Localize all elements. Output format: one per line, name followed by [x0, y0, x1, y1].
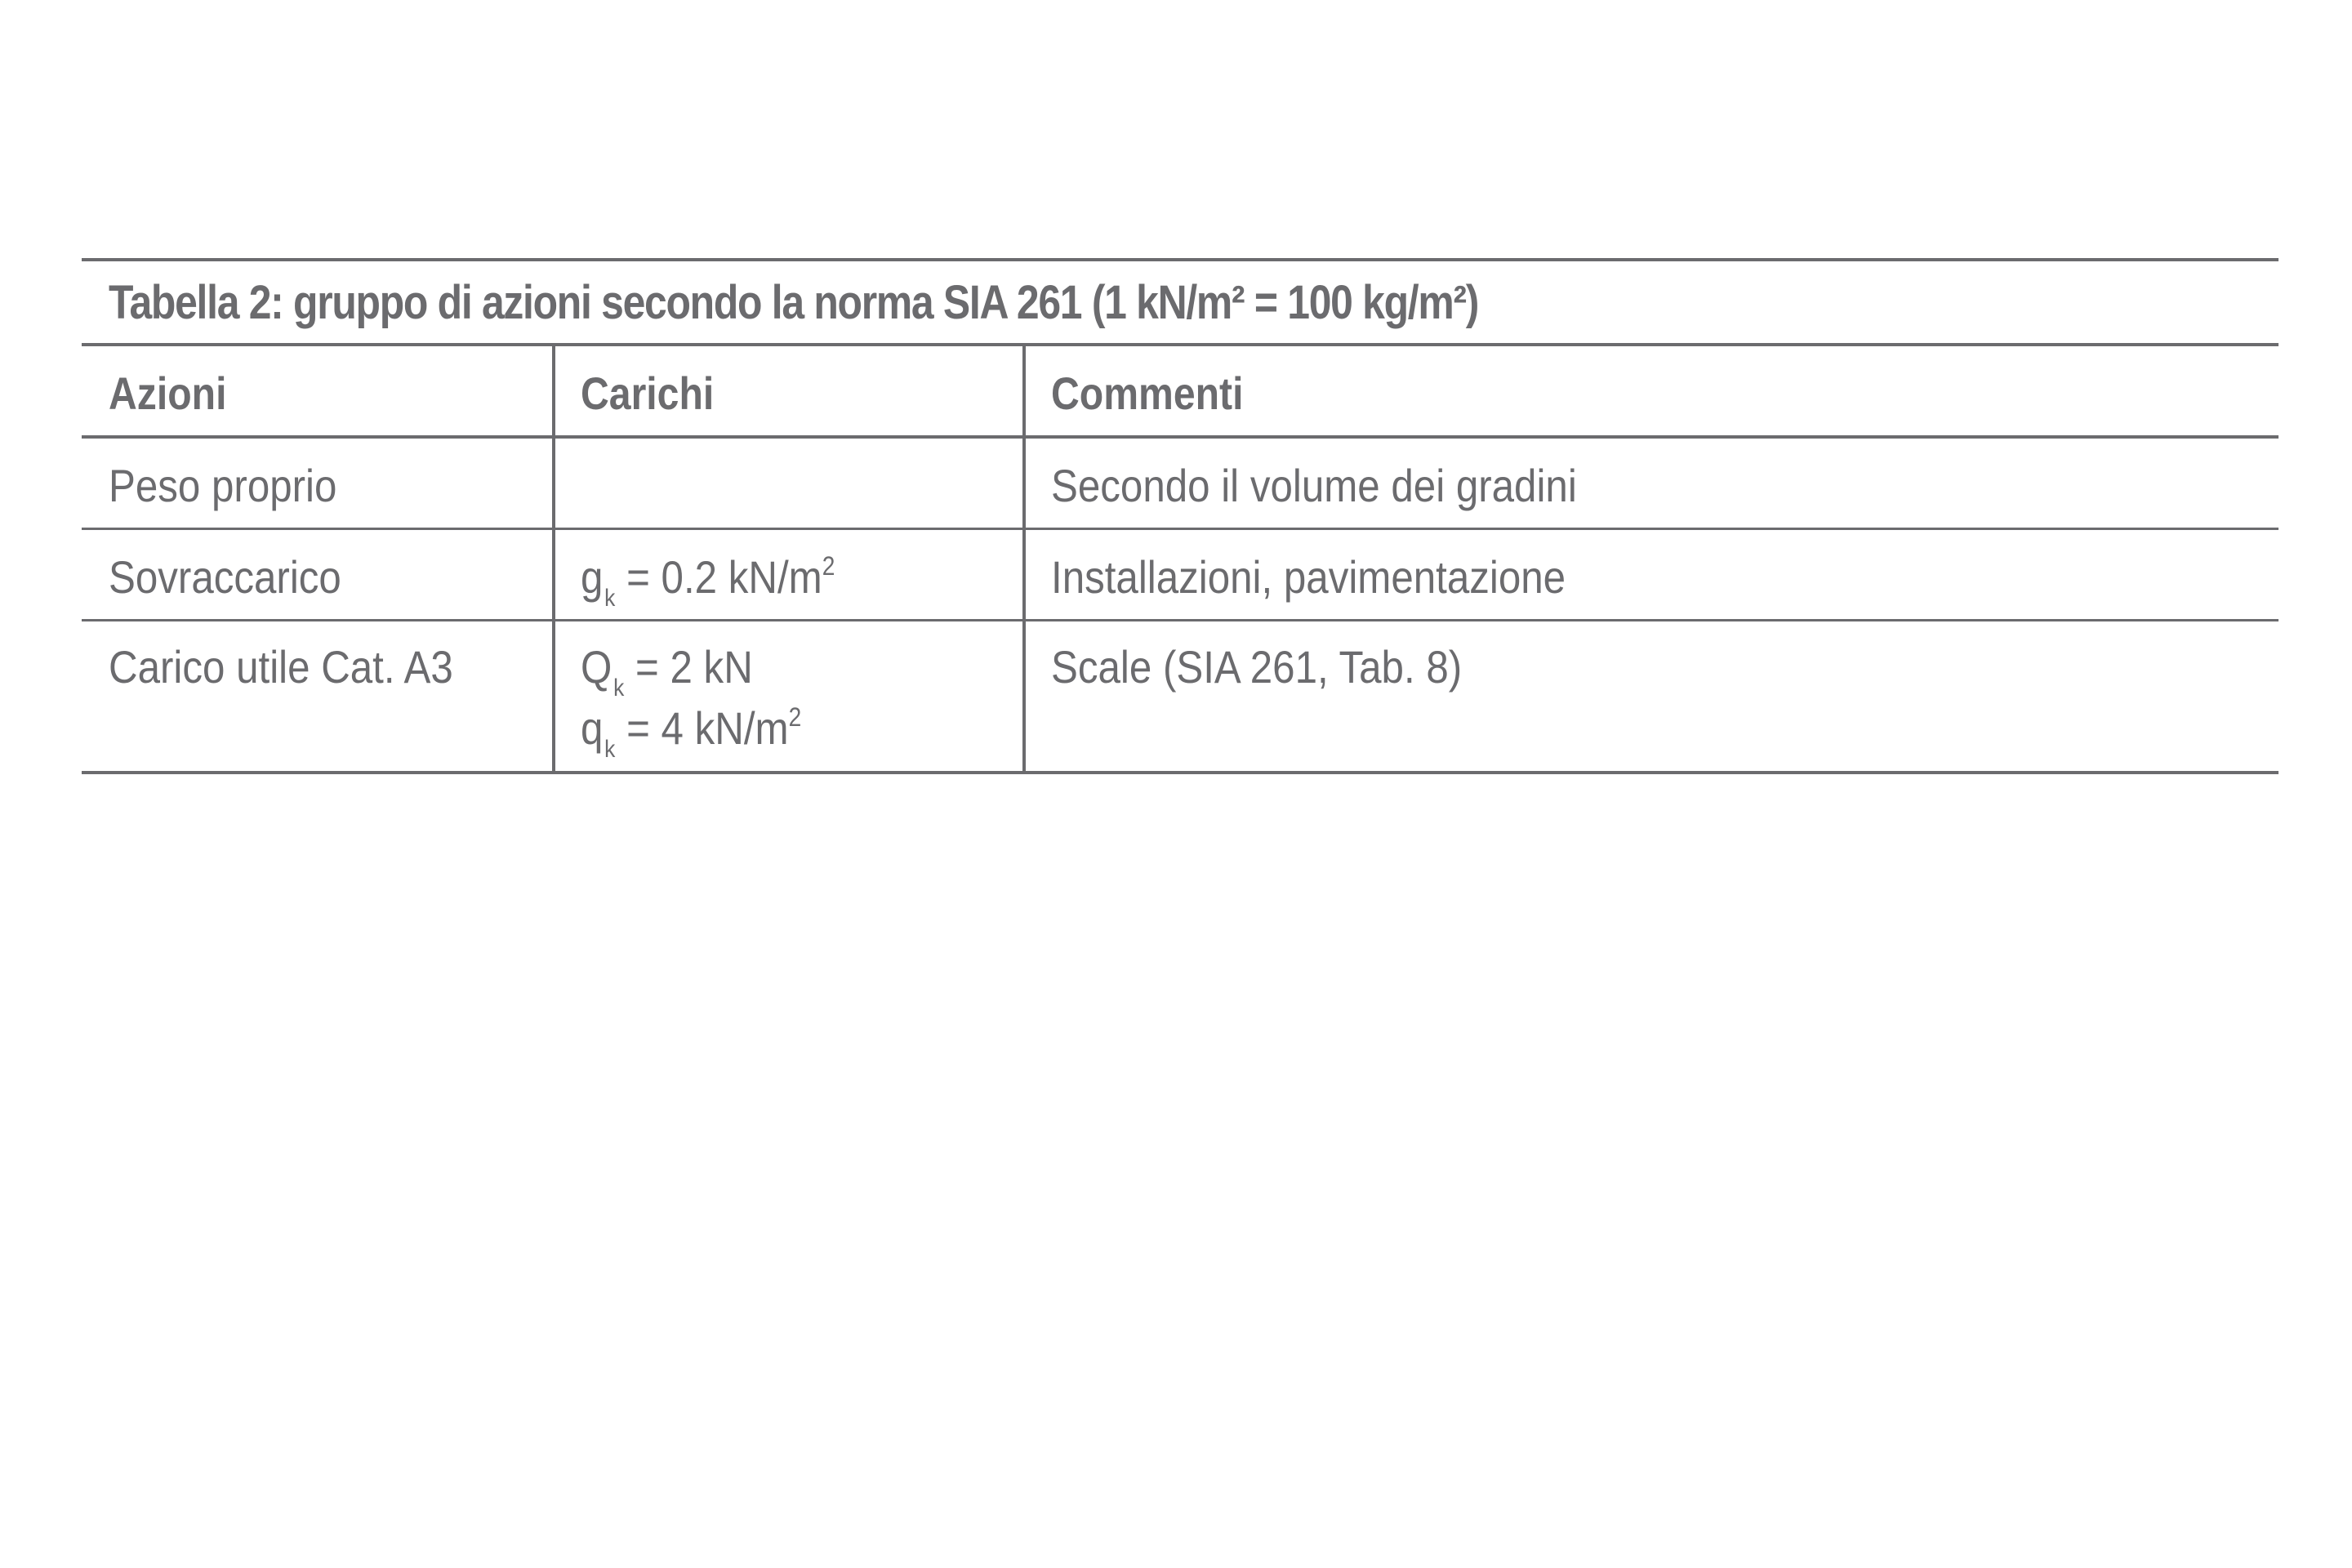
load-symbol: g: [581, 551, 604, 603]
load-symbol: q: [581, 702, 604, 754]
table-title-row: [82, 258, 2278, 346]
table-cell-azione: [82, 530, 552, 621]
table-grid: [82, 346, 2278, 774]
header-azioni-label: Azioni: [109, 368, 227, 419]
header-azioni: [82, 346, 552, 439]
commento-text: Secondo il volume dei gradini: [1051, 460, 1577, 511]
load-symbol: Q: [581, 641, 612, 693]
header-commenti: [1022, 346, 2278, 439]
azione-text: Sovraccarico: [109, 551, 341, 603]
header-commenti-label: Commenti: [1051, 368, 1244, 419]
load-value: = 0.2 kN/m: [615, 551, 822, 603]
table-cell-commento: [1022, 439, 2278, 530]
azione-text: Peso proprio: [109, 460, 337, 511]
load-value: = 2 kN: [624, 641, 753, 693]
load-unit-exponent: 2: [822, 551, 835, 581]
azione-text: Carico utile Cat. A3: [109, 641, 453, 693]
load-subscript: k: [604, 736, 616, 763]
load-subscript: k: [613, 675, 625, 702]
load-subscript: k: [604, 585, 616, 612]
header-carichi-label: Carichi: [581, 368, 715, 419]
table-cell-azione: [82, 439, 552, 530]
load-value: = 4 kN/m: [615, 702, 789, 754]
table-title: Tabella 2: gruppo di azioni secondo la norma SIA 261 (1 kN/m² = 100 kg/m²): [109, 275, 1479, 329]
table-cell-carichi: [552, 530, 1022, 621]
table-cell-carichi: [552, 621, 1022, 774]
commento-text: Scale (SIA 261, Tab. 8): [1051, 641, 1463, 693]
table-cell-azione: [82, 621, 552, 774]
load-formula: [581, 636, 969, 702]
load-formula: [581, 546, 969, 612]
load-unit-exponent: 2: [788, 702, 802, 732]
table-cell-carichi: [552, 439, 1022, 530]
header-carichi: [552, 346, 1022, 439]
loads-table: [82, 258, 2278, 774]
table-cell-commento: [1022, 621, 2278, 774]
load-formula: [581, 697, 969, 763]
commento-text: Installazioni, pavimentazione: [1051, 551, 1566, 603]
table-cell-commento: [1022, 530, 2278, 621]
